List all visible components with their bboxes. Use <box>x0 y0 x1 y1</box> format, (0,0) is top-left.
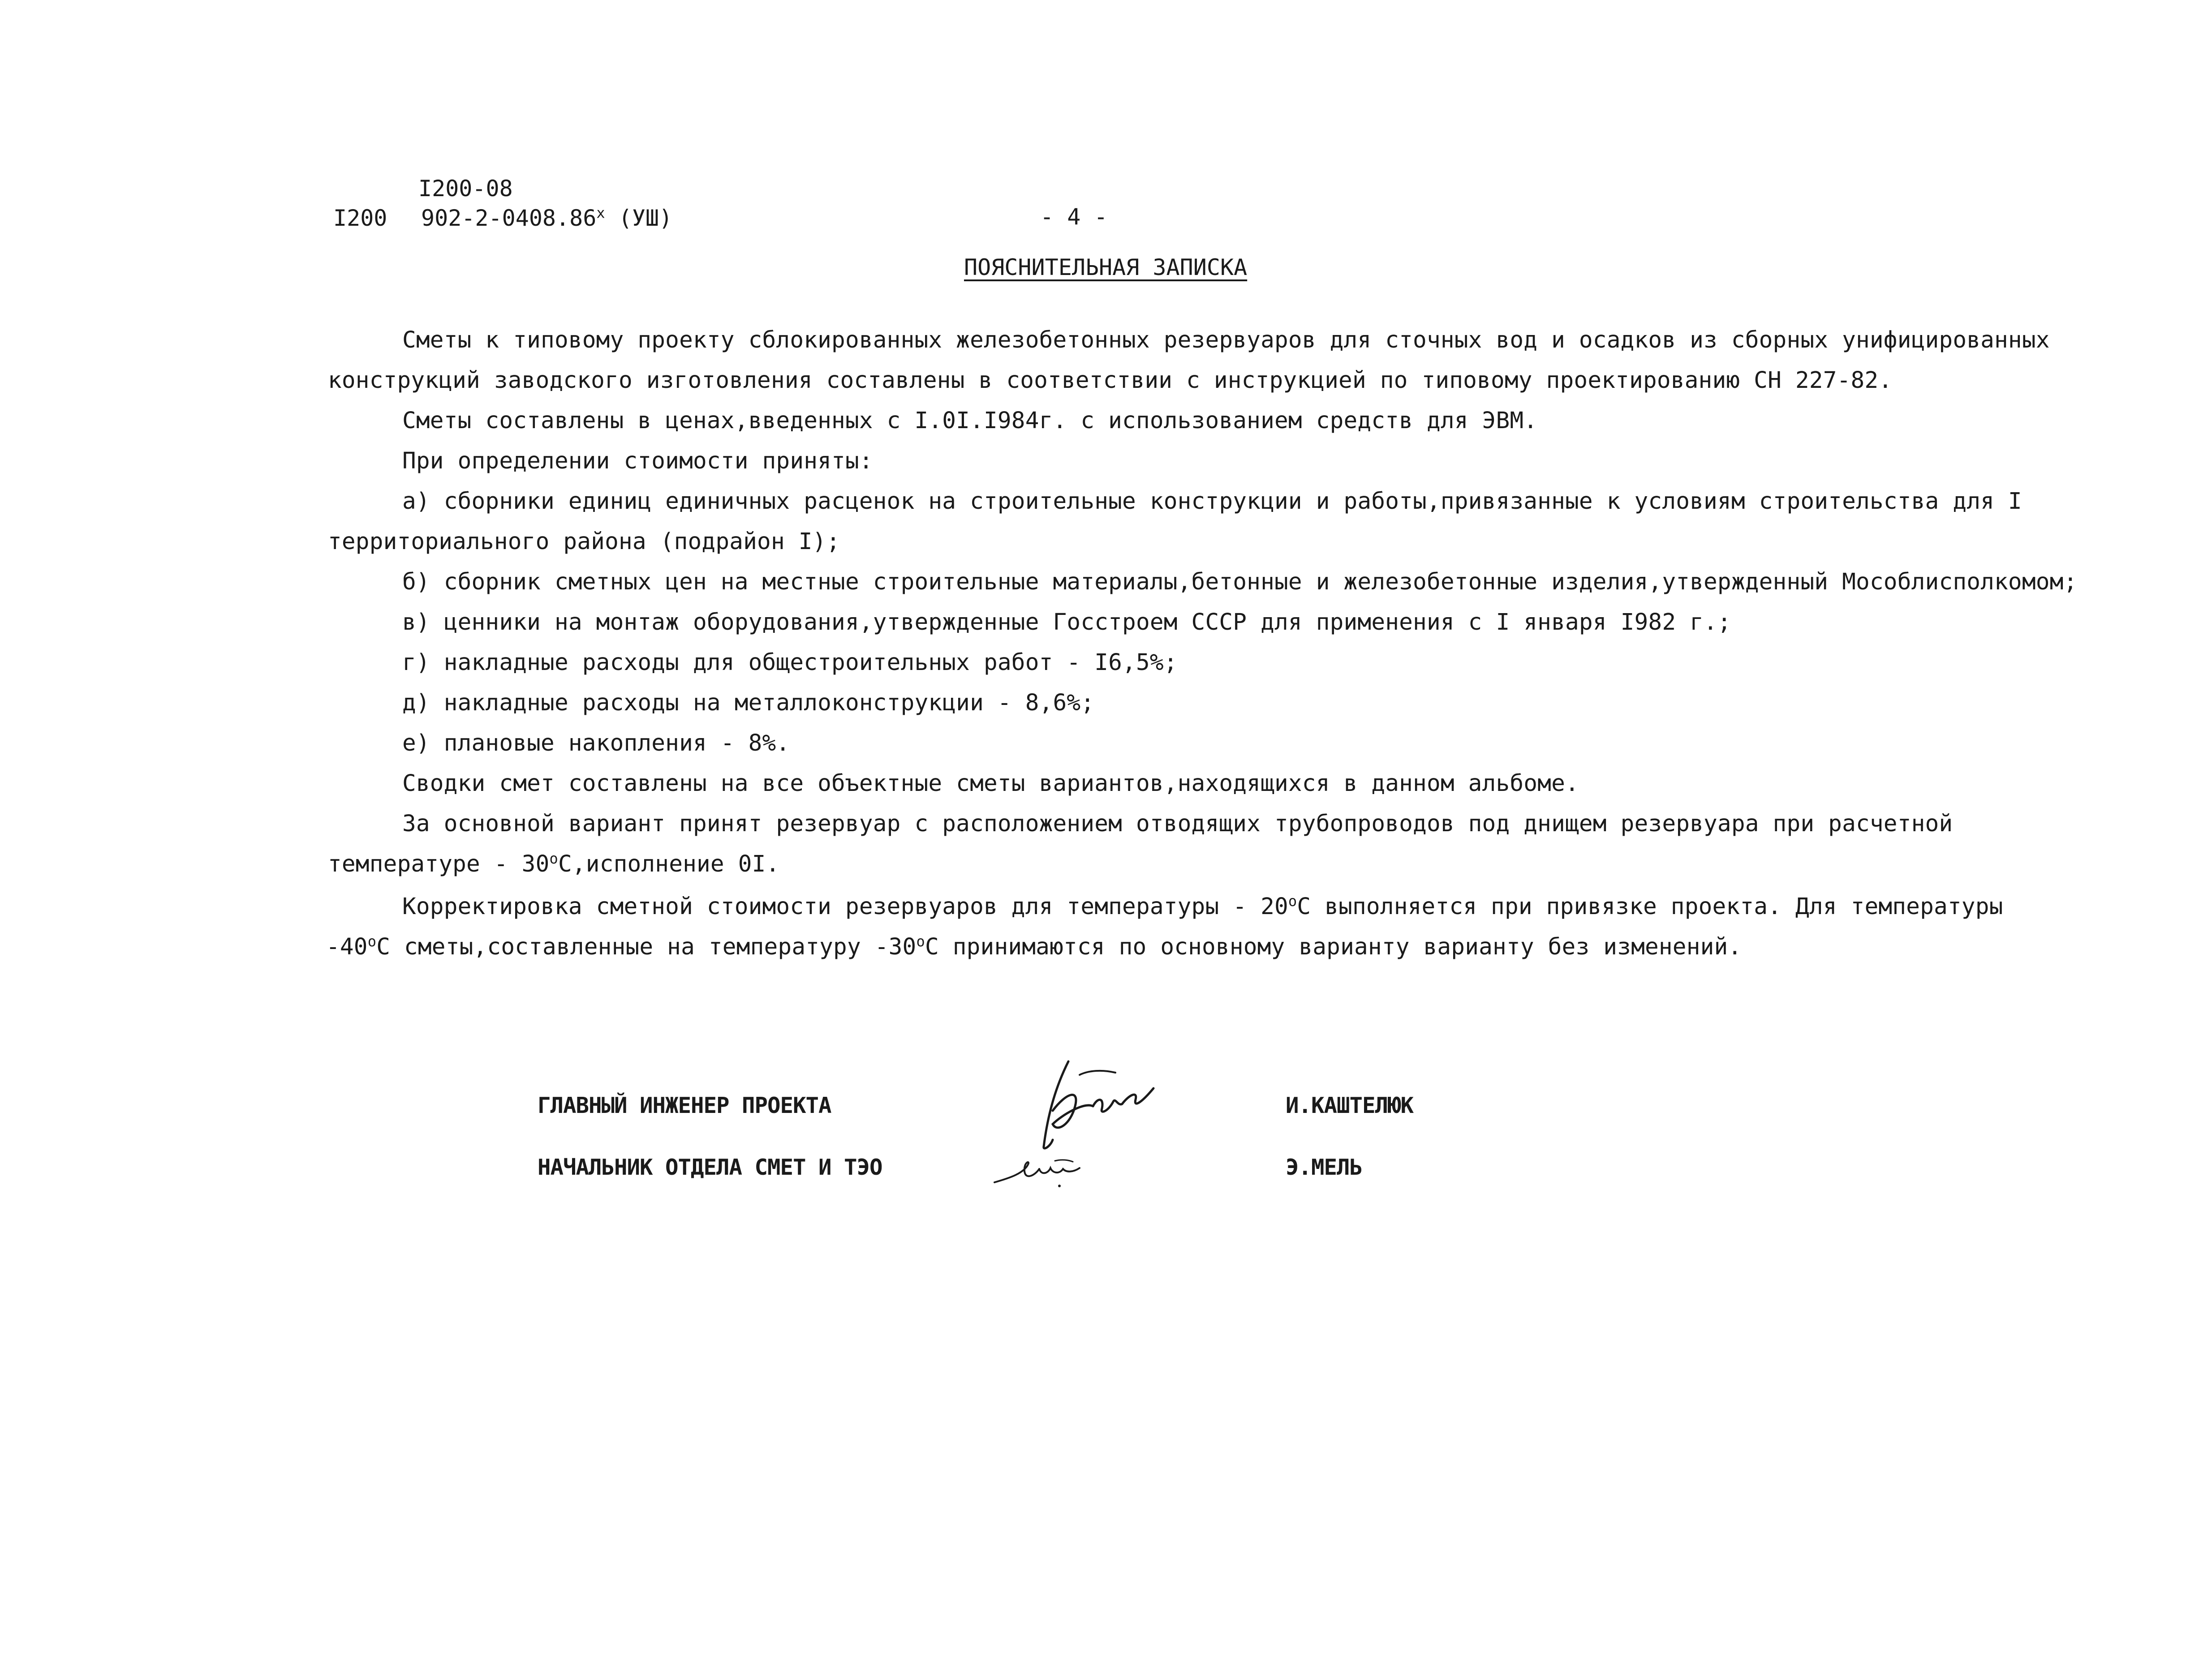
header-doc-number <box>421 205 672 231</box>
handwritten-signature-1 <box>1026 1057 1160 1155</box>
p5-degree: o <box>549 850 558 867</box>
p5-text-b: С,исполнение 0I. <box>558 851 780 877</box>
header-code-top: I200-08 <box>418 176 513 202</box>
paragraph-1-line-2: конструкций заводского изготовления составлены в соответствии с инструкцией по типовому проектированию СН 227-82. <box>328 367 1893 394</box>
paragraph-3: При определении стоимости приняты: <box>402 448 873 474</box>
p6-line2-text-c: С принимаются по основному варианту варианту без изменений. <box>925 934 1742 960</box>
list-item-b: б) сборник сметных цен на местные строительные материалы,бетонные и железобетонные изделия,утвержденный Мособлисполкомом; <box>402 569 2078 595</box>
paragraph-1-line-1: Сметы к типовому проекту сблокированных железобетонных резервуаров для сточных вод и осадков из сборных унифицированных <box>402 327 2050 353</box>
paragraph-6-line-2 <box>326 934 1742 960</box>
p6-text-b: С выполняется при привязке проекта. Для температуры <box>1297 893 2003 920</box>
list-item-d: д) накладные расходы на металлоконструкции - 8,6%; <box>402 690 1095 716</box>
p6-line2-text-b: С сметы,составленные на температуру -30 <box>376 934 917 960</box>
paragraph-5-line-2 <box>328 851 779 877</box>
p6-degree: o <box>1288 893 1297 910</box>
page-title: ПОЯСНИТЕЛЬНАЯ ЗАПИСКА <box>964 254 1248 280</box>
p6-text-a: Корректировка сметной стоимости резервуаров для температуры - 20 <box>402 893 1288 920</box>
signature-role-head-of-department: НАЧАЛЬНИК ОТДЕЛА СМЕТ И ТЭО <box>538 1155 882 1180</box>
signature-name-1: И.КАШТЕЛЮК <box>1286 1093 1414 1118</box>
header-code-left: I200 <box>333 205 387 231</box>
doc-number: 902-2-0408.86 <box>421 205 597 231</box>
paragraph-2: Сметы составлены в ценах,введенных с I.0I.I984г. с использованием средств для ЭВМ. <box>402 408 1538 434</box>
p6-line2-degree-1: o <box>367 933 377 950</box>
p6-line2-text-a: -40 <box>326 934 368 960</box>
paragraph-5-line-1: За основной вариант принят резервуар с расположением отводящих трубопроводов под днищем резервуара при расчетной <box>402 811 1953 837</box>
doc-number-sup: x <box>596 204 605 222</box>
list-item-a-line-2: территориального района (подрайон I); <box>328 528 840 555</box>
p6-line2-degree-2: o <box>916 933 925 950</box>
p5-text-a: температуре - 30 <box>328 851 550 877</box>
signature-role-chief-engineer: ГЛАВНЫЙ ИНЖЕНЕР ПРОЕКТА <box>538 1093 831 1118</box>
paragraph-4: Сводки смет составлены на все объектные сметы вариантов,находящихся в данном альбоме. <box>402 770 1579 797</box>
doc-number-suffix: (УШ) <box>618 205 673 231</box>
signature-name-2: Э.МЕЛЬ <box>1286 1155 1363 1180</box>
page-number: - 4 - <box>1040 204 1108 230</box>
list-item-e: е) плановые накопления - 8%. <box>402 730 790 756</box>
list-item-a-line-1: а) сборники единиц единичных расценок на строительные конструкции и работы,привязанные к условиям строительства для I <box>402 488 2022 515</box>
handwritten-signature-2 <box>992 1155 1091 1191</box>
paragraph-6-line-1 <box>402 893 2003 920</box>
list-item-g: г) накладные расходы для общестроительных работ - I6,5%; <box>402 649 1178 676</box>
list-item-v: в) ценники на монтаж оборудования,утвержденные Госстроем СССР для применения с I января I982 г.; <box>402 609 1731 636</box>
